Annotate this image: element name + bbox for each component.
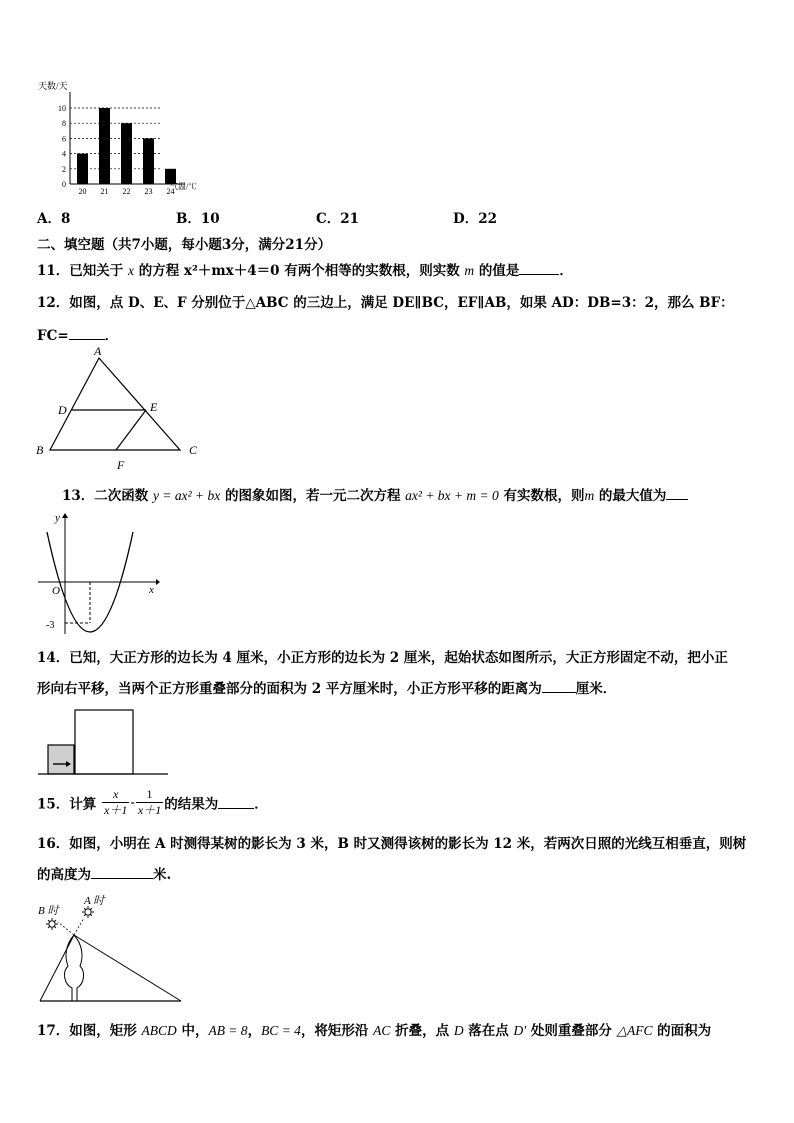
label-b: B [36, 443, 44, 457]
q14-answer-blank [542, 680, 576, 693]
fraction-1-over-x-plus-1: $\frac{1}{x+1}$ [137, 787, 162, 817]
chart-xlabel: 气温/℃ [170, 182, 197, 191]
question-12-line1: 12．如图，点 D、E、F 分别位于△ABC 的三边上，满足 DE∥BC，EF∥AB，如果 AD：DB=3：2，那么 BF： [37, 295, 734, 311]
chart-bar-22 [121, 123, 132, 184]
tree-shadow-figure [36, 892, 186, 1004]
label-b-time: B 时 [38, 905, 59, 917]
label-y: y [55, 512, 60, 524]
chart-x-tick-label: 20 [78, 187, 87, 196]
label-a: A [94, 344, 102, 358]
question-14-line2: 形向右平移，当两个正方形重叠部分的面积为 2 平方厘米时，小正方形平移的距离为 厘米． [37, 681, 617, 697]
triangle-figure [34, 343, 214, 471]
sun-a-icon [82, 906, 94, 918]
chart-y-tick-label: 2 [62, 164, 66, 174]
question-11: 11．已知关于 x 的方程 x²＋mx＋4＝0 有两个相等的实数根，则实数 m 的值是 ． [37, 263, 573, 279]
label-e: E [150, 400, 158, 414]
chart-y-tick-label: 6 [62, 134, 66, 144]
question-15: 15．计算 $\frac{x}{x+1}$ - $\frac{1}{x+1}$ 的结果为 ． [37, 787, 268, 817]
label-f: F [117, 458, 125, 471]
ray-b [40, 935, 74, 1001]
q11-answer-blank [519, 262, 559, 275]
label-minus-3: -3 [46, 620, 55, 631]
chart-bar-21 [99, 108, 110, 184]
label-origin: O [52, 585, 60, 597]
parabola-figure [36, 508, 166, 636]
question-14-line1: 14．已知，大正方形的边长为 4 厘米，小正方形的边长为 2 厘米，起始状态如图所示，大正方形固定不动，把小正 [37, 650, 728, 666]
squares-figure [38, 706, 170, 776]
chart-ylabel: 天数/天 [38, 81, 68, 91]
chart-y-tick-label: 0 [62, 180, 66, 189]
chart-y-tick-label: 4 [62, 149, 66, 159]
q10-option-a: A．8 [37, 211, 71, 227]
chart-bar-20 [77, 154, 88, 184]
q13-answer-blank [666, 487, 688, 500]
chart-y-tick-label: 10 [58, 104, 66, 113]
segment-ef [116, 410, 146, 450]
question-17: 17．如图，矩形 ABCD 中，AB = 8，BC = 4，将矩形沿 AC 折叠，点 D 落在点 D′ 处则重叠部分 △AFC 的面积为 [37, 1023, 712, 1039]
tree-icon [65, 935, 84, 1001]
sun-b-icon [46, 918, 58, 930]
q10-option-b: B．10 [176, 211, 220, 227]
large-square [75, 710, 133, 774]
ray-a [74, 935, 181, 1001]
chart-x-tick-label: 21 [100, 187, 109, 196]
fraction-x-over-x-plus-1: $\frac{x}{x+1}$ [104, 787, 128, 817]
chart-y-tick-label: 8 [62, 119, 66, 129]
section-2-heading: 二、填空题（共7小题，每小题3分，满分21分） [37, 237, 332, 253]
label-c: C [189, 443, 198, 457]
label-x: x [149, 584, 154, 596]
question-13: 13．二次函数 y = ax² + bx 的图象如图，若一元二次方程 ax² + bx + m = 0 有实数根，则m 的最大值为 [62, 484, 688, 504]
question-16-line2: 的高度为 米. [37, 867, 172, 883]
label-a-time: A 时 [84, 895, 105, 907]
chart-bar-23 [143, 138, 154, 184]
chart-x-tick-label: 22 [122, 187, 131, 196]
q10-option-d: D．22 [453, 211, 497, 227]
q10-option-c: C．21 [316, 211, 360, 227]
q12-answer-blank [69, 327, 105, 340]
q16-answer-blank [91, 866, 153, 879]
q15-answer-blank [218, 796, 254, 809]
chart-x-tick-label: 23 [144, 187, 153, 196]
question-16-line1: 16．如图，小明在 A 时测得某树的影长为 3 米，B 时又测得该树的影长为 12 米，若两次日照的光线互相垂直，则树 [37, 836, 747, 852]
triangle-abc [50, 358, 180, 450]
label-d: D [58, 403, 67, 417]
temperature-bar-chart [30, 78, 210, 196]
small-square [48, 745, 74, 774]
question-12-line2: FC= ． [37, 328, 119, 344]
chart-x-tick-label: 24 [166, 187, 175, 196]
